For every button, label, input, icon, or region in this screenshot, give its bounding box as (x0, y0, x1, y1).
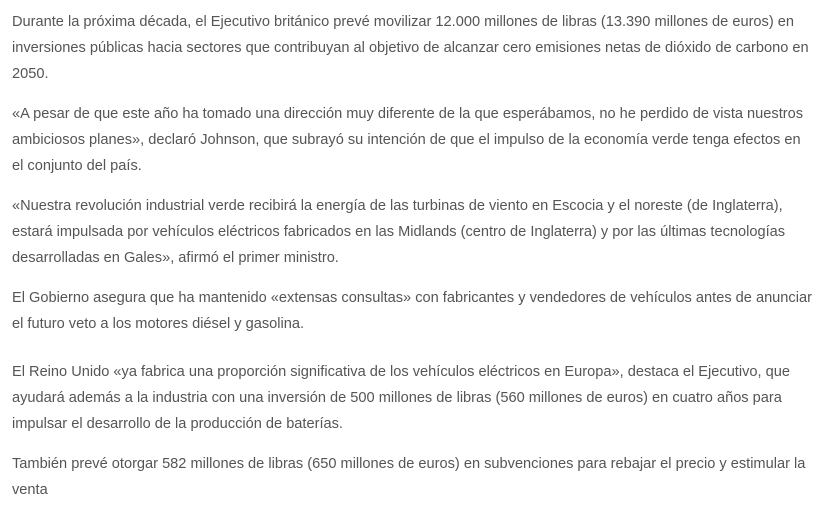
paragraph-industrial-revolution: «Nuestra revolución industrial verde recibirá la energía de las turbinas de viento en Escocia y el noreste (de Inglaterra), estará impulsada por vehículos eléctricos fabricados en las Midlands (centro de Inglaterra) y por las últimas tecnologías desarrolladas en Gales», afirmó el primer ministro. (12, 198, 786, 266)
article-body (12, 9, 812, 517)
paragraph-subsidies: También prevé otorgar 582 millones de libras (650 millones de euros) en subvenciones para rebajar el precio y estimular la venta (12, 456, 806, 498)
paragraph-investment: Durante la próxima década, el Ejecutivo británico prevé movilizar 12.000 millones de libras (13.390 millones de euros) en inversiones públicas hacia sectores que contribuyan al objetivo de alcanzar cero emisiones netas de dióxido de carbono en 2050. (12, 14, 809, 82)
paragraph-consultations: El Gobierno asegura que ha mantenido «extensas consultas» con fabricantes y vendedores de vehículos antes de anunciar el futuro veto a los motores diésel y gasolina. (12, 290, 812, 332)
paragraph-electric-vehicles: El Reino Unido «ya fabrica una proporción significativa de los vehículos eléctricos en Europa», destaca el Ejecutivo, que ayudará además a la industria con una inversión de 500 millones de libras (560 millones de euros) en cuatro años para impulsar el desarrollo de la producción de baterías. (12, 364, 790, 432)
paragraph-johnson-quote: «A pesar de que este año ha tomado una dirección muy diferente de la que esperábamos, no he perdido de vista nuestros ambiciosos planes», declaró Johnson, que subrayó su intención de que el impulso de la economía verde tenga efectos en el conjunto del país. (12, 106, 804, 174)
